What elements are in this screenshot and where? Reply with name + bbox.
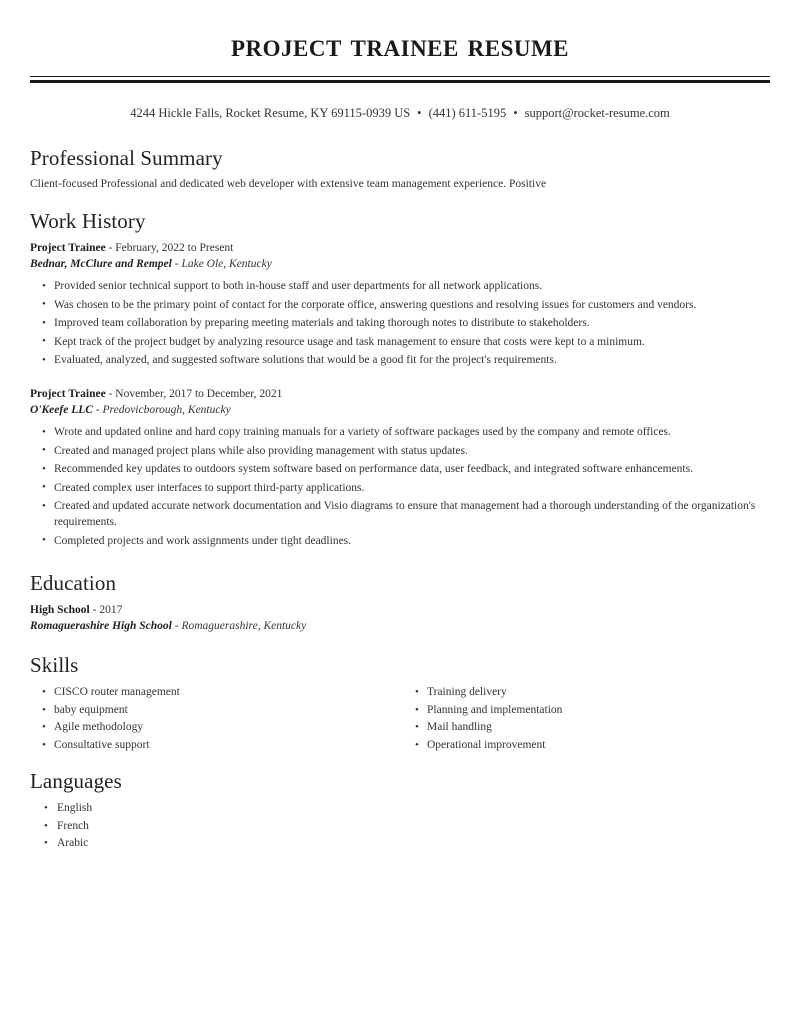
job-bullet: • Was chosen to be the primary point of contact for the corporate office, answering questions and resolving issues for customers and vendors. [30, 297, 770, 313]
professional-summary-text: Client-focused Professional and dedicated web developer with extensive team management experience. Positive [30, 178, 547, 190]
skill-list-left [30, 684, 403, 754]
page-title: project trainee resume [230, 28, 570, 64]
section-languages [30, 768, 770, 853]
skill-item: • CISCO router management [30, 684, 403, 702]
education-school: Romaguerashire High School [30, 620, 172, 632]
skill-item: • Consultative support [30, 737, 403, 755]
language-item: • French [30, 818, 770, 836]
skill-item: • Agile methodology [30, 719, 403, 737]
language-item: • Arabic [30, 835, 770, 853]
job-title-line [30, 386, 770, 402]
contact-email: support@rocket-resume.com [524, 106, 670, 120]
job-dates: February, 2022 to Present [115, 242, 234, 254]
section-work-history [30, 208, 770, 551]
skill-item: • Mail handling [403, 719, 776, 737]
job-company-line [30, 256, 770, 272]
section-skills [30, 652, 770, 754]
job-bullet-list [30, 278, 770, 368]
skills-column-left [30, 684, 403, 754]
section-heading-work-history: Work History [30, 209, 146, 233]
job-title-separator: - [108, 388, 113, 400]
skill-item: • Planning and implementation [403, 702, 776, 720]
contact-separator-2: • [513, 106, 518, 120]
language-item: • English [30, 800, 770, 818]
job-bullet: • Completed projects and work assignments under tight deadlines. [30, 533, 770, 549]
education-school-line [30, 618, 770, 634]
job-bullet: • Recommended key updates to outdoors system software based on performance data, user feedback, and integrated software enhancements. [30, 461, 770, 477]
job-bullet: • Created and managed project plans while also providing management with status updates. [30, 443, 770, 459]
header-divider [30, 76, 770, 83]
job-title: Project Trainee [30, 242, 106, 254]
job-entry [30, 386, 770, 549]
job-title: Project Trainee [30, 388, 106, 400]
job-company: O'Keefe LLC [30, 404, 93, 416]
contact-separator-1: • [417, 106, 422, 120]
divider-line-thick [30, 80, 770, 83]
language-list [30, 800, 770, 853]
section-heading-professional-summary: Professional Summary [30, 146, 223, 170]
skill-item: • Training delivery [403, 684, 776, 702]
job-bullet: • Created and updated accurate network documentation and Visio diagrams to ensure that management had a thorough understanding of the organization's requirements. [30, 498, 770, 530]
job-bullet: • Wrote and updated online and hard copy training manuals for a variety of software packages used by the company and remote offices. [30, 424, 770, 440]
education-degree-line [30, 602, 770, 618]
section-heading-languages: Languages [30, 769, 122, 793]
job-title-separator: - [108, 242, 113, 254]
education-degree-separator: - [92, 604, 97, 616]
resume-header [30, 26, 770, 66]
education-school-separator: - [174, 620, 179, 632]
education-entry [30, 602, 770, 634]
skill-list-right [403, 684, 776, 754]
job-bullet: • Improved team collaboration by preparing meeting materials and taking thorough notes to distribute to stakeholders. [30, 315, 770, 331]
job-bullet: • Kept track of the project budget by analyzing resource usage and task management to ensure that costs were kept to a minimum. [30, 334, 770, 350]
job-bullet-list [30, 424, 770, 549]
job-dates: November, 2017 to December, 2021 [115, 388, 283, 400]
skills-column-right [403, 684, 776, 754]
job-bullet: • Provided senior technical support to both in-house staff and user departments for all network applications. [30, 278, 770, 294]
job-bullet: • Created complex user interfaces to support third-party applications. [30, 480, 770, 496]
job-bullet: • Evaluated, analyzed, and suggested software solutions that would be a good fit for the project's requirements. [30, 352, 770, 368]
job-entry [30, 240, 770, 368]
job-company-separator: - [174, 258, 179, 270]
education-location: Romaguerashire, Kentucky [181, 620, 307, 632]
education-year: 2017 [99, 604, 123, 616]
contact-address: 4244 Hickle Falls, Rocket Resume, KY 69115-0939 US [130, 106, 411, 120]
job-location: Lake Ole, Kentucky [181, 258, 272, 270]
job-company-line [30, 402, 770, 418]
job-company: Bednar, McClure and Rempel [30, 258, 172, 270]
section-education [30, 570, 770, 634]
skill-item: • Operational improvement [403, 737, 776, 755]
job-location: Predovicborough, Kentucky [102, 404, 231, 416]
job-title-line [30, 240, 770, 256]
contact-info [30, 105, 770, 121]
job-company-separator: - [95, 404, 100, 416]
education-degree: High School [30, 604, 90, 616]
section-heading-skills: Skills [30, 653, 79, 677]
section-professional-summary [30, 145, 770, 192]
contact-phone: (441) 611-5195 [428, 106, 507, 120]
section-heading-education: Education [30, 571, 117, 595]
skill-item: • baby equipment [30, 702, 403, 720]
skills-columns [30, 684, 770, 754]
